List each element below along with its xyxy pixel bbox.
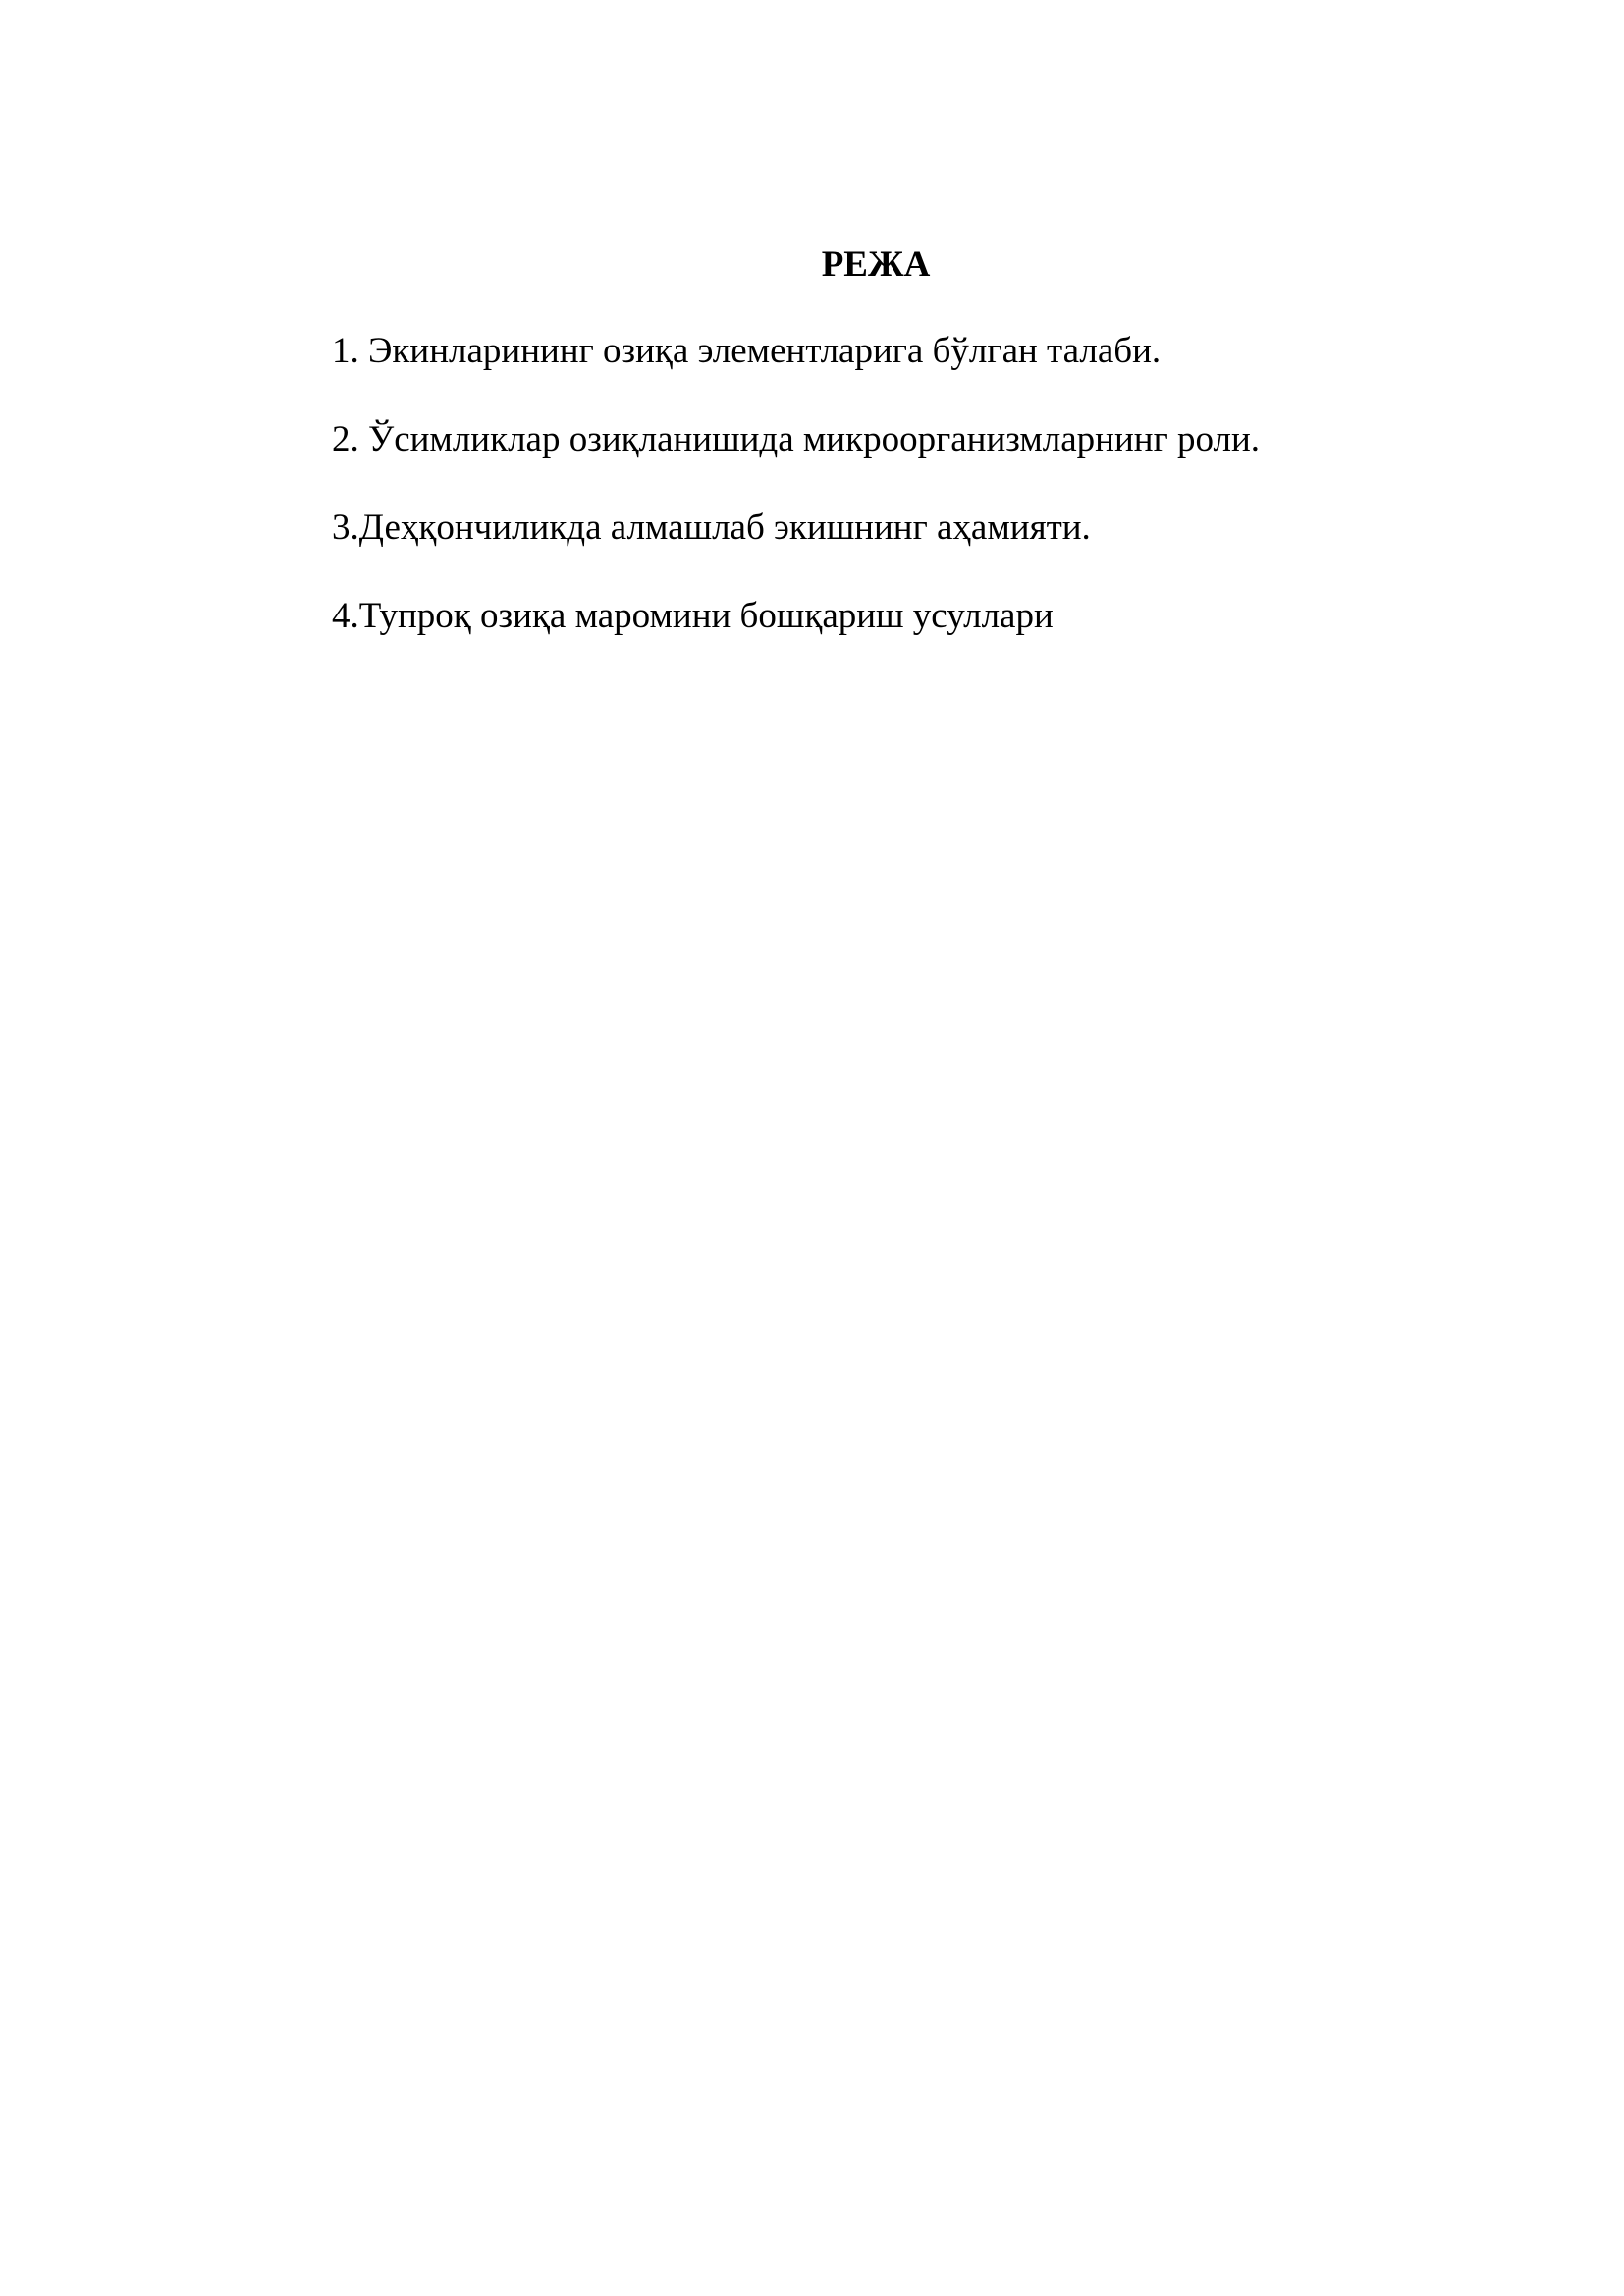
plan-item-2: 2. Ўсимликлар озиқланишида микроорганизмларнинг роли.: [332, 419, 1261, 459]
plan-item-4: 4.Тупроқ озиқа маромини бошқариш усуллари: [332, 596, 1054, 636]
page-title: РЕЖА: [821, 244, 931, 285]
plan-list: [332, 328, 1260, 681]
plan-item-1: 1. Экинларининг озиқа элементларига бўлган талаби.: [332, 331, 1162, 371]
plan-item-3: 3.Деҳқончиликда алмашлаб экишнинг аҳамияти.: [332, 507, 1091, 548]
